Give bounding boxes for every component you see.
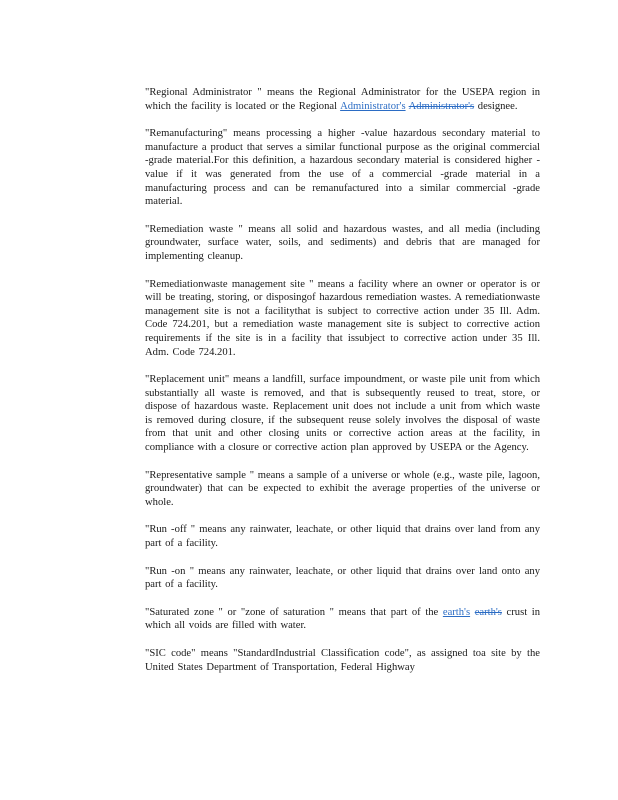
paragraph-text: "Saturated zone " or "zone of saturation " means that part of the [145, 606, 443, 618]
tracked-insertion: Administrator's [340, 100, 406, 112]
paragraph-text: crust in which all voids are filled with water. [145, 606, 540, 632]
tracked-insertion: earth's [442, 606, 471, 618]
definition-remediation-waste-management-site: "Remediationwaste management site " means a facility where an owner or operator is or will be treating, storing, or disposingof hazardous remediation wastes. A remediationwaste management site is not a facilitythat is subject to corrective action under 35 Ill. Adm. Code 724.201, but a remediation waste management site is subject to corrective action requirements if the site is in a facility that issubject to corrective action under 35 Ill. Adm. Code 724.201. [145, 278, 540, 358]
definition-saturated-zone [145, 606, 540, 633]
paragraph-text: designee. [474, 100, 518, 112]
definition-sic-code: "SIC code" means "StandardIndustrial Classification code", as assigned toa site by the United States Department of Transportation, Federal Highway [145, 648, 540, 673]
tracked-deletion: Administrator's [408, 100, 475, 112]
definition-replacement-unit: "Replacement unit" means a landfill, surface impoundment, or waste pile unit from which substantially all waste is removed, and that is subsequently reused to treat, store, or dispose of hazardous waste. Replacement unit does not include a unit from which waste is removed during closure, if the subsequent reuse solely involves the disposal of waste from that unit and other closing units or corrective action areas at the facility, in compliance with a closure or corrective action plan approved by USEPA or the Agency. [145, 374, 540, 454]
definition-regional-administrator [145, 86, 540, 113]
definition-run-off: "Run -off " means any rainwater, leachate, or other liquid that drains over land from any part of a facility. [145, 524, 540, 550]
definition-run-on: "Run -on " means any rainwater, leachate, or other liquid that drains over land onto any part of a facility. [145, 565, 540, 591]
definition-remediation-waste: "Remediation waste " means all solid and hazardous wastes, and all media (including groundwater, surface water, soils, and sediments) and debris that are managed for implementing cleanup. [145, 223, 540, 262]
paragraph-text: "Regional Administrator " means the Regional Administrator for the USEPA region in which the facility is located or the Regional [145, 87, 540, 112]
document-body [145, 86, 540, 688]
tracked-deletion: earth's [474, 606, 502, 618]
definition-remanufacturing: "Remanufacturing" means processing a higher -value hazardous secondary material to manufacture a product that serves a similar functional purpose as the original commercial -grade material.For this definition, a hazardous secondary material is considered higher -value if it was generated from the use of a commercial -grade material in a manufacturing process and can be remanufactured into a similar commercial -grade material. [145, 128, 540, 208]
definition-representative-sample: "Representative sample " means a sample of a universe or whole (e.g., waste pile, lagoon, groundwater) that can be expected to exhibit the average properties of the universe or whole. [145, 469, 540, 508]
